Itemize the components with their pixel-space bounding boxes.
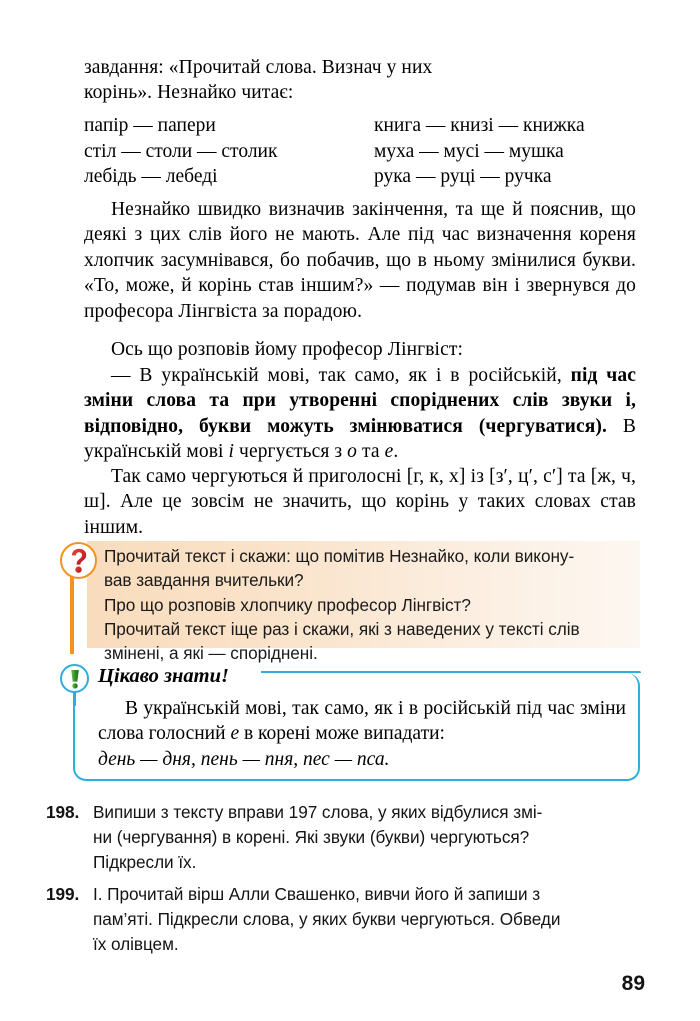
exercise-number: 198. [46, 802, 80, 822]
narrative-paragraph-2: Ось що розповів йому професор Лінгвіст: [111, 339, 463, 360]
rule-tail-c: та [357, 441, 385, 463]
info-callout-text [98, 696, 626, 772]
info-callout-examples: день — дня, пень — пня, пес — пса. [98, 748, 390, 770]
question-callout-text [104, 544, 644, 665]
word-pair-row [84, 113, 640, 139]
exercise-line: Підкресли їх. [93, 852, 197, 872]
exercise-line: ни (чергування) в корені. Які звуки (букви) чергуються? [93, 827, 530, 847]
word-pair-row [84, 164, 640, 190]
word-pair-row [84, 139, 640, 165]
info-letter-e: е [230, 723, 240, 745]
question-line: Прочитай текст і скажи: що помітив Незнайко, коли викону- [104, 546, 575, 566]
exercise-line: їх олівцем. [93, 934, 179, 954]
question-line: Про що розповів хлопчику професор Лінгвіст? [104, 594, 471, 615]
intro-line-1: завдання: «Прочитай слова. Визнач у них [84, 57, 433, 78]
exercise-line: пам’яті. Підкресли слова, у яких букви чергуються. Обведи [93, 909, 561, 929]
info-callout [60, 664, 640, 782]
question-line: Прочитай текст іще раз і скажи, які з наведених у тексті слів [104, 618, 580, 639]
info-callout-title: Цікаво знати! [98, 664, 239, 688]
question-callout [60, 541, 640, 664]
rule-paragraph [84, 363, 636, 465]
exercise-text [93, 882, 642, 957]
info-callout-body [98, 696, 626, 747]
rule-letter-o: о [347, 441, 358, 463]
word-pair-right: рука — руці — ручка [374, 166, 552, 188]
word-pair-right: муха — мусі — мушка [374, 140, 564, 162]
intro-paragraph [84, 55, 636, 106]
consonant-paragraph: Так само чергуються й приголосні [г, к, х] із [з′, ц′, с′] та [ж, ч, ш]. Але це зовсім не значить, що корінь у таких словах став іншим. [84, 466, 636, 538]
rule-intro: — В українській мові, так само, як і в російській, [111, 365, 562, 386]
question-mark-icon [60, 542, 97, 579]
word-pair-right: книга — книзі — книжка [374, 115, 585, 136]
word-pair-list [84, 113, 640, 190]
exercise-number: 199. [46, 884, 80, 904]
exercise-199 [46, 882, 642, 957]
page-number: 89 [621, 972, 645, 995]
rule-tail-a: В українській мові [84, 415, 636, 463]
question-line: вав завдання вчительки? [104, 570, 304, 591]
rule-bold-text: під час зміни слова та при утворенні споріднених слів звуки і, відповідно, букви можуть змінюватися (чергуватися). [84, 365, 636, 437]
rule-letter-i: і [228, 441, 235, 463]
narrative-paragraph-1: Незнайко швидко визначив закінчення, та ще й пояснив, що деякі з цих слів його не мають. Але під час визначення кореня хлопчик засумнівався, бо побачив, що в ньому змінилися букви. «То, може, й корінь став іншим?» — подумав він і звернувся до професора Лінгвіста за порадою. [84, 199, 636, 322]
info-text-main: В українській мові, так само, як і в російській під час зміни слова голосний [98, 698, 626, 745]
word-pair-left: лебідь — лебеді [84, 166, 218, 188]
intro-line-2: корінь». Незнайко читає: [84, 82, 294, 104]
word-pair-left: стіл — столи — столик [84, 140, 278, 162]
question-line: змінені, а які — споріднені. [104, 643, 318, 664]
exclamation-mark-icon [60, 664, 89, 693]
exercise-line: І. Прочитай вірш Алли Свашенко, вивчи його й запиши з [93, 884, 541, 904]
exercise-198 [46, 800, 642, 875]
rule-tail-d: . [393, 441, 399, 463]
word-pair-left: папір — папери [84, 115, 216, 136]
rule-letter-e: е [384, 441, 394, 463]
info-text-tail: в корені може випадати: [239, 723, 445, 745]
exercise-text [93, 800, 642, 875]
rule-tail-b: чергується з [234, 441, 348, 463]
exercise-line: Випиши з тексту вправи 197 слова, у яких відбулися змі- [93, 802, 543, 822]
info-callout-stem [73, 692, 75, 706]
